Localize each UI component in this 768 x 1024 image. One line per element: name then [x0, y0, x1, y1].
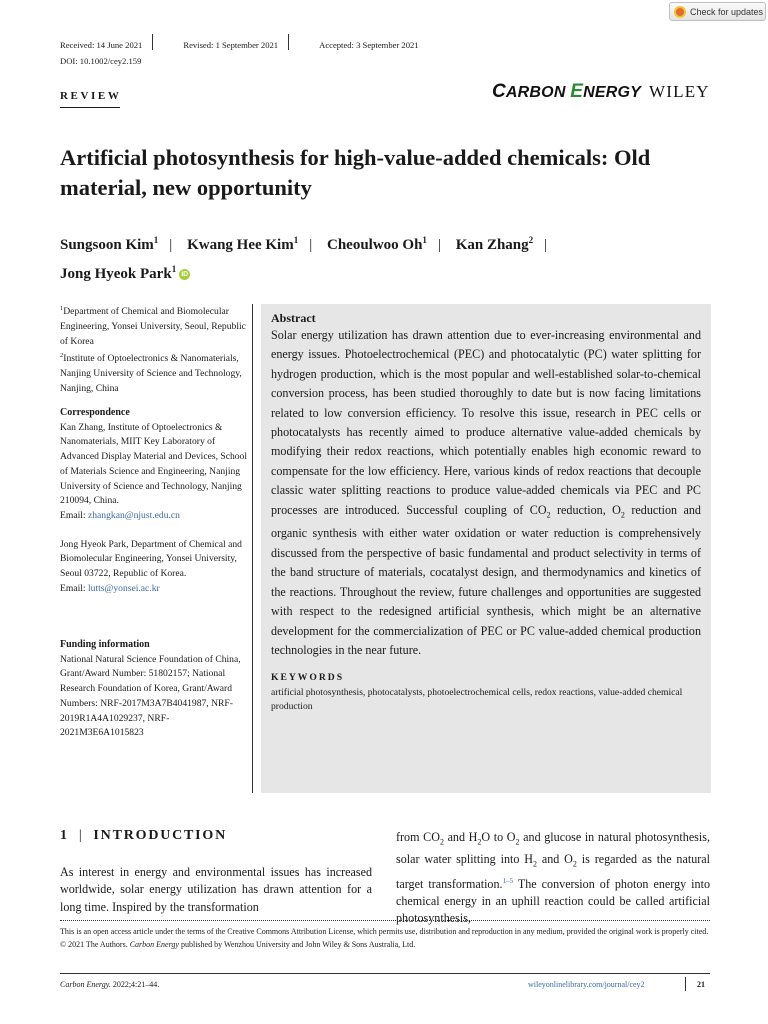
- body-text-column-1: As interest in energy and environmental issues has increased worldwide, solar energy utilization has drawn attention for a long time. Inspired by the transformation: [60, 865, 372, 914]
- correspondence-heading: Correspondence: [60, 407, 130, 418]
- affiliation-2: $^2$Institute of Optoelectronics & Nanomaterials, Nanjing University of Science and Technology, Nanjing, China: [60, 352, 242, 394]
- funding-information: [60, 638, 250, 741]
- email-link-park[interactable]: lutts@yonsei.ac.kr: [87, 582, 160, 594]
- publisher-logo: WILEY: [649, 82, 710, 101]
- footnote-divider: [60, 920, 710, 921]
- section-label: REVIEW: [60, 90, 122, 102]
- date-separator: [288, 34, 309, 50]
- accepted-date: Accepted: 3 September 2021: [319, 40, 419, 50]
- license-footnote: This is an open access article under the terms of the Creative Commons Attribution License, which permits use, distribution and reproduction in any medium, provided the original work is properly cited. © 2021 The Authors. Carbon Energy published by Wenzhou University and John Wiley & Sons Australia, Ltd.: [60, 927, 709, 949]
- crossmark-icon: [674, 6, 686, 18]
- author-name[interactable]: Sungsoon Kim: [60, 237, 154, 253]
- email-link-kan[interactable]: zhangkan@njust.edu.cn: [87, 509, 180, 521]
- journal-brand: [492, 81, 710, 103]
- author-name[interactable]: Jong Hyeok Park: [60, 266, 172, 282]
- article-title: Artificial photosynthesis for high-value-added chemicals: Old material, new opportunity: [60, 145, 651, 200]
- footer-separator: [685, 977, 686, 991]
- abstract-heading: Abstract: [271, 311, 316, 325]
- article-dates: [60, 38, 429, 52]
- received-date: Received: 14 June 2021: [60, 40, 143, 50]
- body-text-column-2: from $CO_2$ and $H_2O$ to $O_2$ and glucose in natural photosynthesis, solar water splitting into $H_2$ and $O_2$ is regarded as the natural target transformation.$^{1-5}$ The conversion of photon energy into chemical energy in an uphill reaction could be called artificial photosynthesis,: [396, 830, 710, 926]
- author-name[interactable]: Kan Zhang: [455, 237, 529, 253]
- doi: DOI: 10.1002/cey2.159: [60, 56, 142, 66]
- author-name[interactable]: Cheoulwoo Oh: [326, 237, 423, 253]
- keywords-heading: KEYWORDS: [271, 672, 345, 684]
- date-separator: [152, 34, 173, 50]
- author-list: Sungsoon Kim$^1$ | Kwang Hee Kim$^1$ | Cheoulwoo Oh$^1$ | Kan Zhang$^2$ | Jong Hyeok Park$^1$iD: [60, 235, 548, 282]
- abstract-box: [261, 304, 711, 793]
- affiliations: [60, 302, 250, 397]
- funding-text: National Natural Science Foundation of China, Grant/Award Number: 51802157; National Research Foundation of Korea, Grant/Award Numbers: NRF-2017M3A7B4041987, NRF-2019R1A4A1029237, NRF-2021M3E6A1015823: [60, 653, 241, 739]
- column-divider: [252, 304, 253, 793]
- footer-rule: [60, 973, 710, 974]
- keywords: artificial photosynthesis, photocatalysts, photoelectrochemical cells, redox reactions, value-added chemical production: [271, 687, 683, 713]
- journal-citation: Carbon Energy. 2022;4:21–44.: [60, 980, 160, 989]
- abstract-text: Solar energy utilization has drawn attention due to ever-increasing environmental and energy issues. Photoelectrochemical (PEC) and photocatalytic (PC) water splitting for hydrogen production, which is the most popular and well-established solar-to-chemical conversion process, has been studied thoroughly to date but is now facing limitations related to low conversion efficiency. To resolve this issue, research in PEC cells or photocatalysts has recently aimed to produce alternative value-added chemicals by modifying their redox reactions, which potentially enables high economic reward to compensate for the low efficiency. Here, various kinds of redox reactions that decouple classic water splitting reactions to produce value-added chemicals via PEC and PC processes are introduced. Successful coupling of $CO_2$ reduction, $O_2$ reduction and organic synthesis with either water oxidation or water reduction is comprehensively discussed from the perspective of basic fundamental and product selectivity in terms of the band structure of materials, cocatalyst design, and thermodynamics and kinetics of the reactions. Throughout the review, future challenges and opportunities are suggested with respect to the redesigned artificial synthesis, which might be an alternative development for the commercialization of PEC or PC value-added chemical production technologies in the near future.: [271, 328, 701, 657]
- orcid-icon[interactable]: iD: [181, 271, 189, 279]
- section-underline: [60, 107, 120, 108]
- correspondence-kan: Kan Zhang, Institute of Optoelectronics & Nanomaterials, MIIT Key Laboratory of Advanced Display Material and Devices, School of Materials Science and Engineering, Nanjing University of Science and Technology, Nanjing 210094, China.: [60, 421, 248, 507]
- revised-date: Revised: 1 September 2021: [183, 40, 279, 50]
- funding-heading: Funding information: [60, 639, 150, 650]
- reference-link[interactable]: 1–5: [502, 876, 514, 885]
- check-for-updates-label: Check for updates: [690, 6, 764, 17]
- check-for-updates-button[interactable]: [669, 2, 766, 21]
- section-heading: 1 | INTRODUCTION: [60, 828, 228, 843]
- journal-url-link[interactable]: wileyonlinelibrary.com/journal/cey2: [528, 980, 645, 989]
- page-number: 21: [697, 980, 705, 989]
- affiliation-1: $^1$Department of Chemical and Biomolecular Engineering, Yonsei University, Seoul, Republic of Korea: [60, 305, 246, 347]
- correspondence-park: Jong Hyeok Park, Department of Chemical and Biomolecular Engineering, Yonsei University, Seoul 03722, Republic of Korea.: [60, 538, 242, 580]
- correspondence: Correspondence Kan Zhang, Institute of Optoelectronics & Nanomaterials, MIIT Key Laboratory of Advanced Display Material and Devices, School of Materials Science and Engineering, Nanjing University of Science and Technology, Nanjing 210094, China. Email: zhangkan@njust.edu.cn Jong Hyeok Park, Department of Chemical and Biomolecular Engineering, Yonsei University, Seoul 03722, Republic of Korea. Email: lutts@yonsei.ac.kr: [60, 406, 250, 596]
- journal-logo: CARBON ENERGY: [492, 81, 642, 102]
- author-name[interactable]: Kwang Hee Kim: [187, 237, 294, 253]
